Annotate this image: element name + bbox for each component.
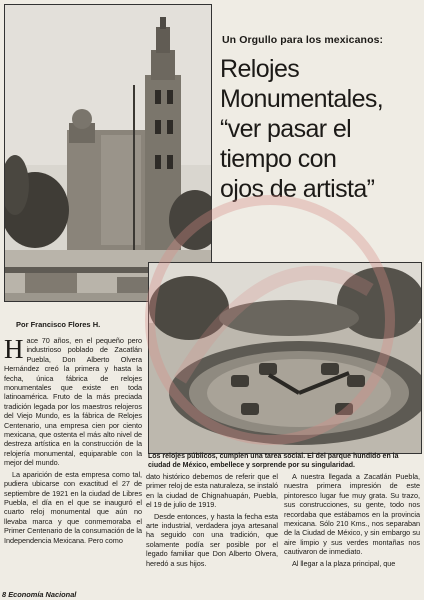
headline-line: Monumentales,	[220, 85, 384, 113]
headline-line: Relojes	[220, 55, 300, 83]
headline-line: tiempo con	[220, 145, 337, 173]
page-footer	[2, 590, 76, 599]
byline: Por Francisco Flores H.	[16, 320, 101, 329]
paragraph: Desde entonces, y hasta la fecha esta arte industrial, verdadera joya artesanal ha seguido con una tradición, que solamente podía ser posible por el legado familiar que Don Alberto Olvera, heredó a sus hijos.	[146, 511, 278, 568]
article-column-2	[146, 472, 278, 590]
kicker: Un Orgullo para los mexicanos:	[222, 34, 384, 46]
headline-line: “ver pasar el	[220, 115, 352, 143]
paragraph: Al llegar a la plaza principal, que	[292, 558, 396, 568]
paragraph-text: ace 70 años, en el pequeño pero industrioso poblado de Zacatlán Puebla, Don Alberto Olvera Hernández creó la primera y hasta la fecha, única fábrica de relojes monumentales que existe en toda latinoamérica. Fruto de la más preciada tradición legada por los maestros relojeros del Viejo Mundo, es la fábrica de Relojes Centenario, una empresa cien por ciento mexicana, que ostenta el más alto nivel de destreza artística en la construcción de la relojería monumental, equiparable con la mejor del mundo.	[4, 336, 142, 468]
headline-line: ojos de artista”	[220, 175, 375, 203]
paragraph	[4, 336, 142, 468]
article-column-3	[284, 472, 420, 598]
paragraph: La aparición de esta empresa como tal, pudiera ubicarse con exactitud el 27 de septiembre de 1921 en la ciudad de Libres Puebla, el día en el que se inauguró el cuarto reloj monumental que aún no llevaba marca y que conmemoraba el Primer Centenario de la consumación de la Independencia Mexicana. Pero como	[4, 469, 142, 545]
paragraph: dato histórico debemos de referir que el primer reloj de esta naturaleza, se instaló en la ciudad de Chignahuapán, Puebla, el 19 de julio de 1919.	[146, 472, 278, 510]
photo-caption: Los relojes públicos, cumplen una tarea social. El del parque hundido en la ciudad de México, embellece y sorprende por su singularidad.	[148, 453, 399, 469]
page-number: 8	[2, 590, 7, 599]
article-column-1	[4, 336, 142, 586]
cathedral-photo	[4, 4, 212, 302]
headline	[220, 54, 422, 204]
section-name: Economía Nacional	[8, 590, 77, 599]
dropcap: H	[4, 336, 24, 364]
flower-clock-photo	[148, 262, 422, 454]
paragraph: A nuestra llegada a Zacatlán Puebla, nuestra primera impresión de este pintoresco lugar fue muy grata. Su trazo, sus construcciones, su gente, todo nos recordaba que estábamos en la provincia mexicana. Sólo 210 Kms., nos separaban de la Ciudad de México, y sin embargo su aire limpio y sus verdes montañas nos cautivaron de inmediato.	[284, 472, 420, 557]
